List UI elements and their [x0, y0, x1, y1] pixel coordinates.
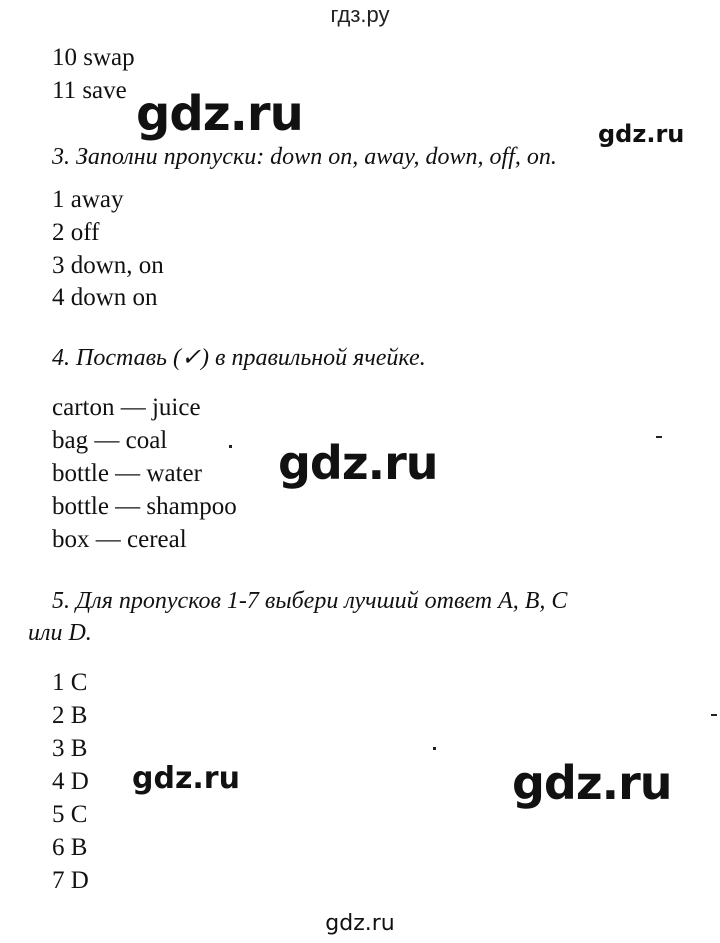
answer-line: 6 B — [52, 834, 88, 861]
answer-line: 7 D — [52, 867, 89, 894]
answer-line: 4 down on — [52, 284, 158, 311]
scan-speck — [433, 747, 436, 750]
task-4-title: 4. Поставь (✓) в правильной ячейке. — [52, 345, 426, 371]
answer-line: bag — coal — [52, 427, 168, 454]
scan-speck — [656, 436, 662, 438]
answer-line: 1 away — [52, 186, 124, 213]
answer-line: 3 B — [52, 735, 88, 762]
watermark: gdz.ru — [598, 120, 685, 148]
answer-line: 11 save — [52, 77, 127, 104]
site-header: гдз.ру — [330, 2, 390, 27]
scan-speck — [711, 714, 717, 716]
answer-line: box — cereal — [52, 526, 187, 553]
answer-line: 1 C — [52, 669, 88, 696]
watermark: gdz.ru — [278, 436, 438, 490]
answer-line: bottle — water — [52, 460, 202, 487]
answer-line: 10 swap — [52, 44, 135, 71]
site-footer: gdz.ru — [325, 911, 395, 936]
task-3-title: 3. Заполни пропуски: down on, away, down, off, on. — [52, 144, 557, 170]
answer-line: carton — juice — [52, 394, 201, 421]
answer-line: 3 down, on — [52, 252, 164, 279]
answer-line: 2 off — [52, 219, 100, 246]
answer-line: 5 C — [52, 801, 88, 828]
task-5-title: 5. Для пропусков 1-7 выбери лучший ответ A, B, C — [52, 588, 568, 614]
watermark: gdz.ru — [512, 756, 672, 810]
task-5-title-cont: или D. — [28, 620, 92, 646]
watermark: gdz.ru — [136, 86, 303, 142]
answer-line: 2 B — [52, 702, 88, 729]
answer-line: 4 D — [52, 768, 89, 795]
scan-speck — [229, 445, 232, 448]
watermark: gdz.ru — [132, 761, 240, 796]
answer-line: bottle — shampoo — [52, 493, 237, 520]
